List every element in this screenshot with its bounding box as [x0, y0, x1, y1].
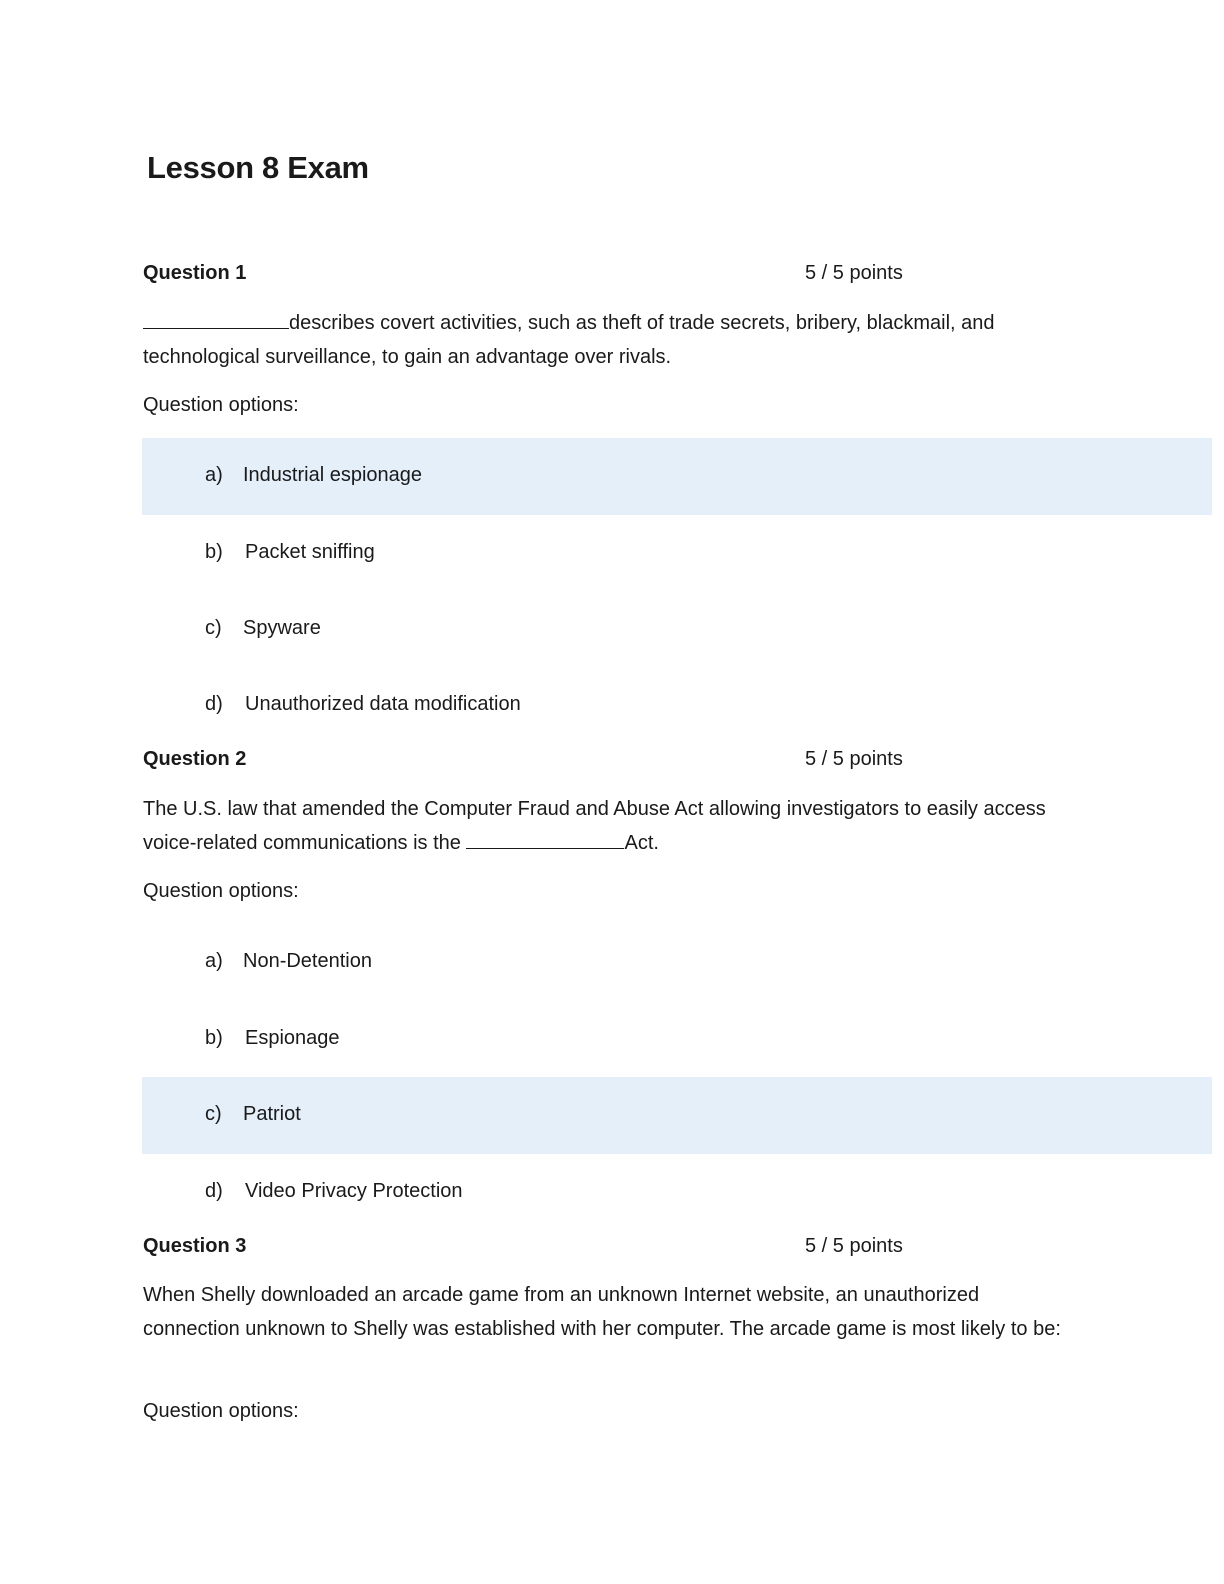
- q2-option-c[interactable]: Patriot: [243, 1103, 301, 1125]
- option-letter: c): [205, 1103, 222, 1125]
- question-3-text: When Shelly downloaded an arcade game from an unknown Internet website, an unauthorized connection unknown to Shelly was established with her computer. The arcade game is most likely to be:: [143, 1284, 1061, 1340]
- answer-blank: [466, 828, 624, 849]
- option-letter: b): [205, 541, 223, 563]
- question-2-options-label: Question options:: [143, 880, 299, 902]
- q2-option-b[interactable]: Espionage: [245, 1027, 340, 1049]
- q1-option-c[interactable]: Spyware: [243, 617, 321, 639]
- option-letter: b): [205, 1027, 223, 1049]
- question-1-text: [143, 306, 1073, 374]
- page-title: Lesson 8 Exam: [147, 150, 369, 185]
- option-letter: c): [205, 617, 222, 639]
- q1-option-b[interactable]: Packet sniffing: [245, 541, 375, 563]
- question-3-heading: Question 3: [143, 1235, 247, 1257]
- option-letter: a): [205, 950, 223, 972]
- question-2-text: [143, 792, 1073, 860]
- question-1-options-label: Question options:: [143, 394, 299, 416]
- question-2-points: 5 / 5 points: [805, 748, 903, 770]
- question-3-options-label: Question options:: [143, 1400, 299, 1422]
- q2-option-a[interactable]: Non-Detention: [243, 950, 372, 972]
- question-1-points: 5 / 5 points: [805, 262, 903, 284]
- option-letter: d): [205, 1180, 223, 1202]
- question-1-text-after: describes covert activities, such as theft of trade secrets, bribery, blackmail, and technological surveillance, to gain an advantage over rivals.: [143, 312, 995, 368]
- question-2-text-after: Act.: [624, 832, 659, 854]
- answer-blank: [143, 308, 289, 329]
- selected-option-highlight: [142, 1077, 1212, 1154]
- question-1-heading: Question 1: [143, 262, 247, 284]
- question-2-heading: Question 2: [143, 748, 247, 770]
- q2-option-d[interactable]: Video Privacy Protection: [245, 1180, 463, 1202]
- question-2-text-before: The U.S. law that amended the Computer Fraud and Abuse Act allowing investigators to easily access voice-related communications is the: [143, 798, 1046, 854]
- option-letter: a): [205, 464, 223, 486]
- question-3-points: 5 / 5 points: [805, 1235, 903, 1257]
- q1-option-d[interactable]: Unauthorized data modification: [245, 693, 521, 715]
- option-letter: d): [205, 693, 223, 715]
- q1-option-a[interactable]: Industrial espionage: [243, 464, 423, 486]
